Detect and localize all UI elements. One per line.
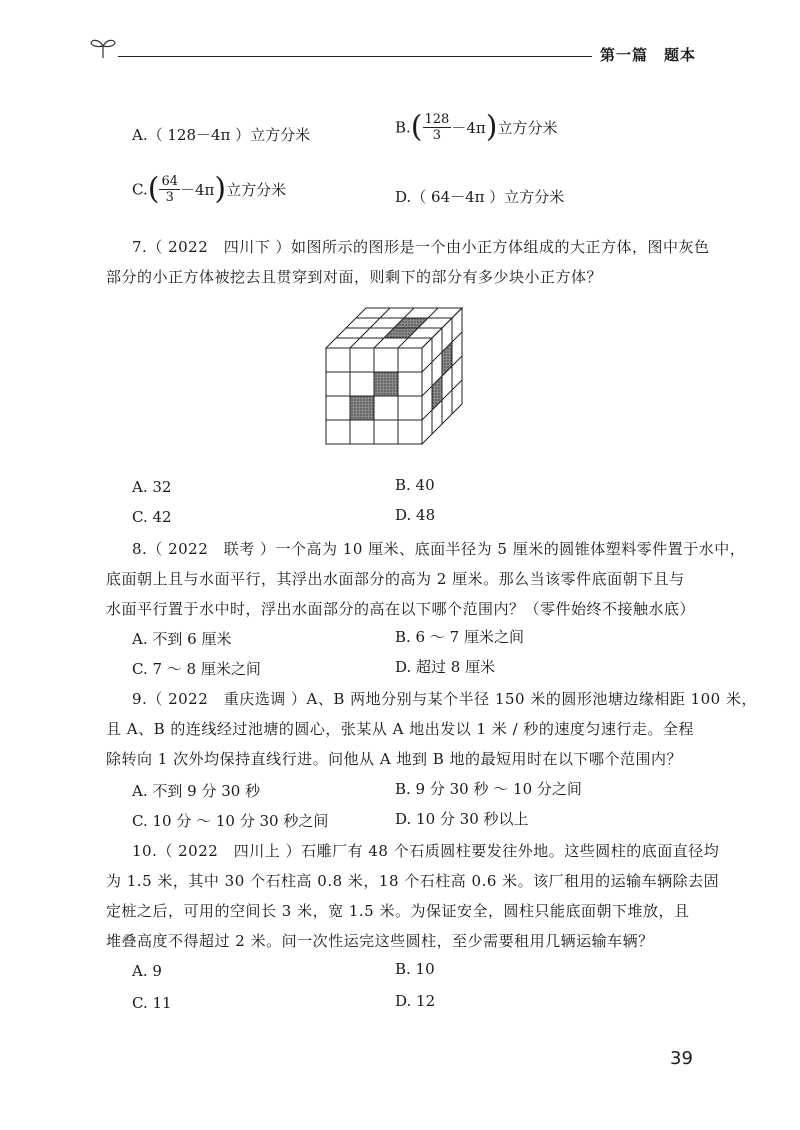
- q6-option-c: C.( $\frac{64}{3}$ －4π)立方分米: [132, 171, 287, 207]
- q10-text-line1: 10.（ 2022 四川上 ）石雕厂有 48 个石质圆柱要发往外地。这些圆柱的底面直径均: [132, 842, 720, 860]
- q7-option-a: A. 32: [132, 478, 172, 496]
- q9-text-line2: 且 A、B 的连线经过池塘的圆心，张某从 A 地出发以 1 米 / 秒的速度匀速行走。全程: [106, 720, 694, 738]
- cube-figure: [318, 300, 488, 460]
- q7-option-b: B. 40: [395, 476, 435, 494]
- q8-text-line1: 8.（ 2022 联考 ）一个高为 10 厘米、底面半径为 5 厘米的圆锥体塑料零件置于水中，: [132, 540, 746, 558]
- q7-text-line1: 7.（ 2022 四川下 ）如图所示的图形是一个由小正方体组成的大正方体，图中灰色: [132, 238, 710, 256]
- q8-text-line3: 水面平行置于水中时，浮出水面部分的高在以下哪个范围内？（零件始终不接触水底）: [106, 600, 696, 618]
- q9-option-b: B. 9 分 30 秒 ～ 10 分之间: [395, 780, 582, 798]
- q7-option-d: D. 48: [395, 506, 436, 524]
- q10-option-d: D. 12: [395, 992, 436, 1010]
- q8-option-a: A. 不到 6 厘米: [132, 630, 232, 648]
- header-rule: [118, 56, 592, 57]
- q8-text-line2: 底面朝上且与水面平行，其浮出水面部分的高为 2 厘米。那么当该零件底面朝下且与: [106, 570, 685, 588]
- q8-option-d: D. 超过 8 厘米: [395, 658, 496, 676]
- q6-option-d: D.（ 64－4π ）立方分米: [395, 188, 565, 206]
- q7-text-line2: 部分的小正方体被挖去且贯穿到对面，则剩下的部分有多少块小正方体？: [106, 268, 603, 286]
- q7-option-c: C. 42: [132, 508, 172, 526]
- sprout-icon: [88, 36, 118, 60]
- q9-text-line3: 除转向 1 次外均保持直线行进。问他从 A 地到 B 地的最短用时在以下哪个范围内？: [106, 750, 683, 768]
- q10-option-c: C. 11: [132, 994, 172, 1012]
- q10-option-b: B. 10: [395, 960, 435, 978]
- q6-option-a: A.（ 128－4π ）立方分米: [132, 126, 311, 144]
- q9-option-c: C. 10 分 ～ 10 分 30 秒之间: [132, 812, 329, 830]
- q9-text-line1: 9.（ 2022 重庆选调 ）A、B 两地分别与某个半径 150 米的圆形池塘边缘相距 100 米，: [132, 690, 757, 708]
- q6-option-b: B.( $\frac{128}{3}$ －4π)立方分米: [395, 109, 558, 145]
- page-number: 39: [670, 1048, 693, 1069]
- q8-option-b: B. 6 ～ 7 厘米之间: [395, 628, 524, 646]
- q9-option-d: D. 10 分 30 秒以上: [395, 810, 529, 828]
- header-title: 第一篇 题本: [600, 46, 697, 64]
- q10-text-line4: 堆叠高度不得超过 2 米。问一次性运完这些圆柱，至少需要租用几辆运输车辆？: [106, 932, 654, 950]
- q10-text-line2: 为 1.5 米，其中 30 个石柱高 0.8 米，18 个石柱高 0.6 米。该厂租用的运输车辆除去固: [106, 872, 720, 890]
- q8-option-c: C. 7 ～ 8 厘米之间: [132, 660, 261, 678]
- q9-option-a: A. 不到 9 分 30 秒: [132, 782, 261, 800]
- q10-text-line3: 定桩之后，可用的空间长 3 米，宽 1.5 米。为保证安全，圆柱只能底面朝下堆放，且: [106, 902, 690, 920]
- q10-option-a: A. 9: [132, 962, 162, 980]
